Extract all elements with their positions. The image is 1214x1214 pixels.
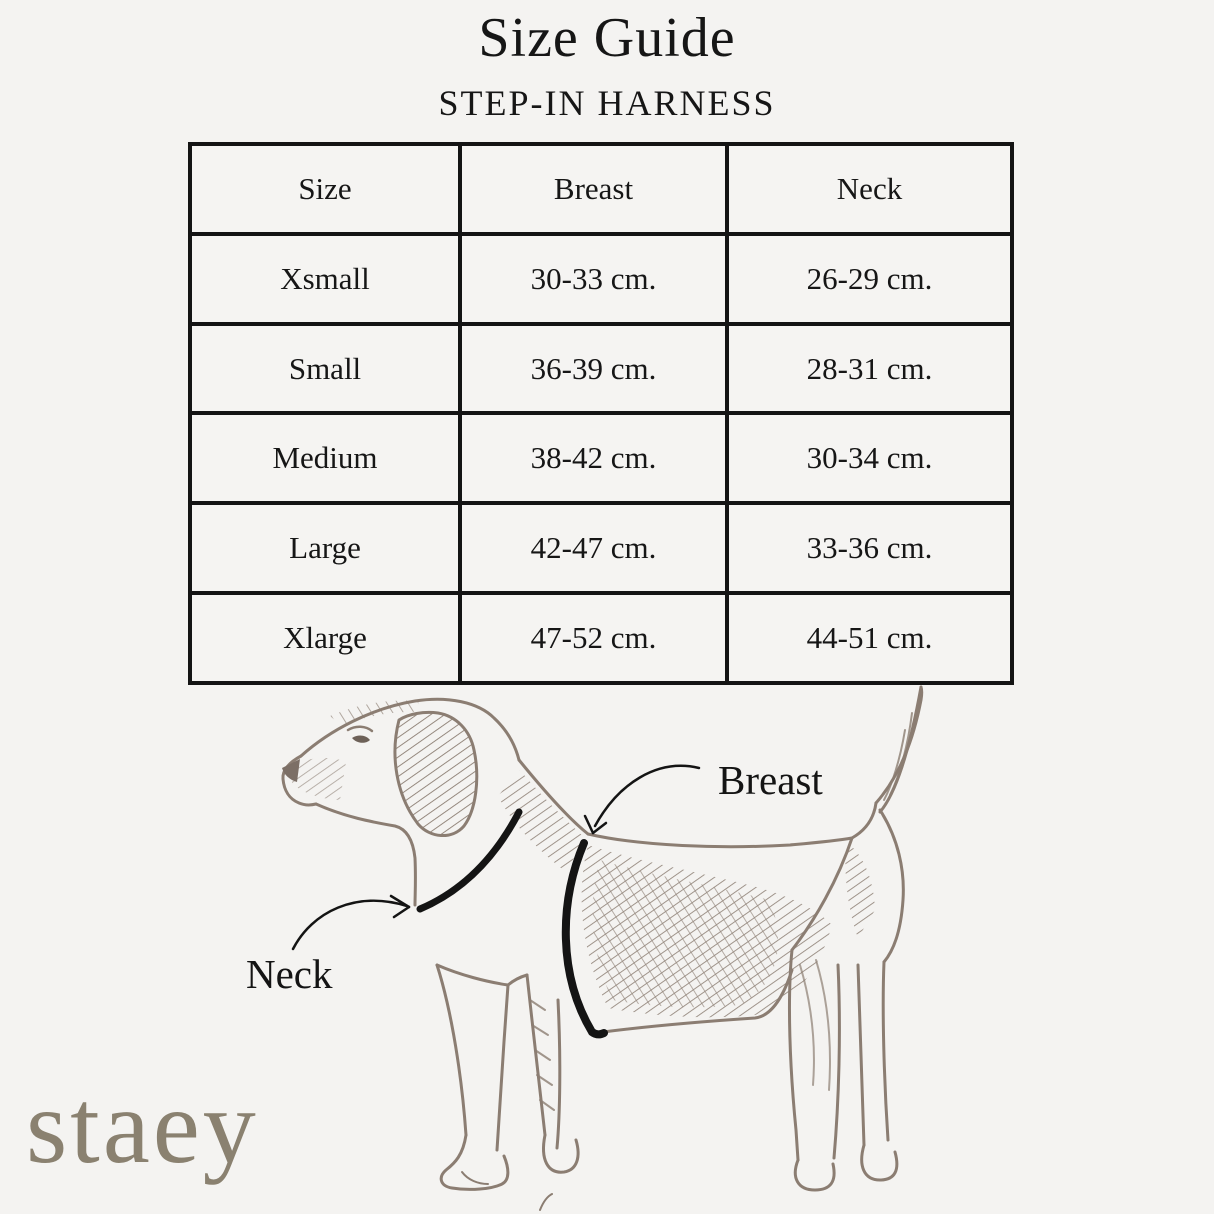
size-cell: Large xyxy=(190,503,460,593)
size-cell: Medium xyxy=(190,413,460,503)
size-cell: Small xyxy=(190,324,460,414)
breast-cell: 30-33 cm. xyxy=(460,234,727,324)
neck-cell: 33-36 cm. xyxy=(727,503,1012,593)
neck-label: Neck xyxy=(246,951,333,997)
header-breast: Breast xyxy=(460,144,727,234)
breast-cell: 42-47 cm. xyxy=(460,503,727,593)
neck-cell: 28-31 cm. xyxy=(727,324,1012,414)
breast-arrow xyxy=(585,766,699,833)
page-subtitle: STEP-IN HARNESS xyxy=(438,83,776,123)
breast-cell: 38-42 cm. xyxy=(460,413,727,503)
header-size: Size xyxy=(190,144,460,234)
neck-cell: 26-29 cm. xyxy=(727,234,1012,324)
page-title: Size Guide xyxy=(478,7,736,69)
neck-arrow xyxy=(293,896,409,949)
neck-cell: 30-34 cm. xyxy=(727,413,1012,503)
size-cell: Xsmall xyxy=(190,234,460,324)
breast-cell: 47-52 cm. xyxy=(460,593,727,683)
brand-logo: staey xyxy=(26,1068,259,1185)
breast-cell: 36-39 cm. xyxy=(460,324,727,414)
dog-shading xyxy=(292,701,875,1018)
size-cell: Xlarge xyxy=(190,593,460,683)
neck-cell: 44-51 cm. xyxy=(727,593,1012,683)
breast-label: Breast xyxy=(718,757,823,803)
header-neck: Neck xyxy=(727,144,1012,234)
ground-mark xyxy=(540,1194,552,1210)
